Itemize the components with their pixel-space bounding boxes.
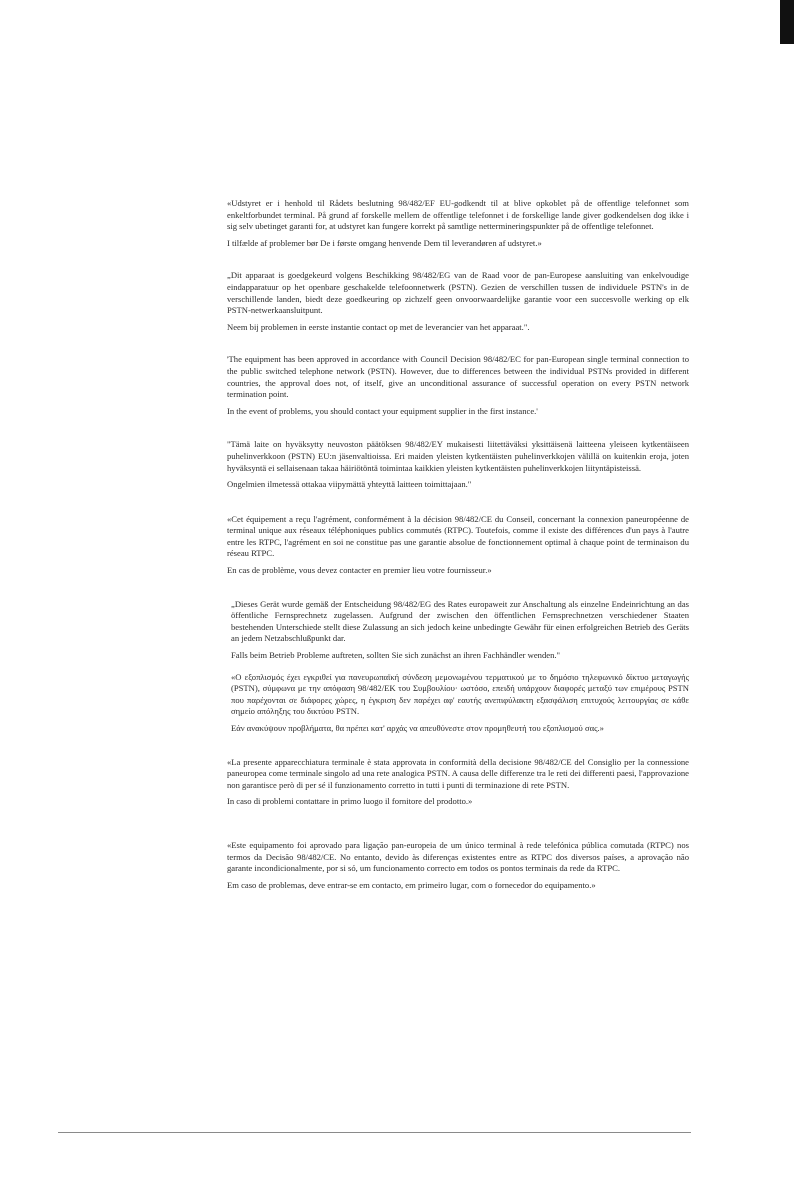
section-finnish [227, 439, 689, 490]
paragraph-problems: Neem bij problemen in eerste instantie contact op met de leverancier van het apparaat.". [227, 321, 530, 332]
section-german [227, 599, 689, 662]
section-danish [227, 198, 689, 249]
section-greek [227, 672, 689, 735]
paragraph-approval: 'The equipment has been approved in accordance with Council Decision 98/482/EC for pan-European single terminal connection to the public switched telephone network (PSTN). However, due to differences between the individual PSTNs provided in different countries, the approval does not, of itself, give an unconditional assurance of successful operation on every PSTN network termination point. [227, 354, 689, 400]
paragraph-approval: "Tämä laite on hyväksytty neuvoston päätöksen 98/482/EY mukaisesti liitettäväksi yksittäisenä laitteena yleiseen kytkentäiseen puhelinverkkoon (PSTN) EU:n jäsenvaltioissa. Eri maiden yleisten kytkentäisten puhelinverkkojen välillä on kuitenkin eroja, joten hyväksyntä ei sellaisenaan takaa häiriötöntä toimintaa kaikkien yleisten kytkentäisten puhelinverkkojen liityntäpisteissä. [227, 439, 689, 473]
paragraph-problems: I tilfælde af problemer bør De i første omgang henvende Dem til leverandøren af udstyret.» [227, 237, 542, 248]
section-portuguese [227, 840, 689, 891]
paragraph-problems: Falls beim Betrieb Probleme auftreten, sollten Sie sich zunächst an ihren Fachhändler wenden." [231, 650, 561, 661]
paragraph-approval: „Dieses Gerät wurde gemäß der Entscheidung 98/482/EG des Rates europaweit zur Anschaltung als einzelne Endeinrichtung an das öffentliche Fernsprechnetz zugelassen. Aufgrund der zwischen den öffentlichen Fernsprechnetzen verschiedener Staaten bestehenden Unterschiede stellt diese Zulassung an sich jedoch keine unbedingte Gewähr für einen erfolgreichen Betrieb des Geräts an jedem Netzabschlußpunkt dar. [231, 598, 689, 644]
section-french [227, 514, 689, 577]
paragraph-approval: «Este equipamento foi aprovado para ligação pan-europeia de um único terminal à rede telefónica pública comutada (RTPC) nos termos da Decisão 98/482/CE. No entanto, devido às diferenças existentes entre as RTPC dos diversos países, a aprovação não garante incondicionalmente, por si só, um funcionamento correcto em todos os pontos terminais da rede da RTPC. [227, 839, 689, 874]
paragraph-approval: «Ο εξοπλισμός έχει εγκριθεί για πανευρωπαϊκή σύνδεση μεμονωμένου τερματικού με το δημόσιο τηλεφωνικό δίκτυο μεταγωγής (PSTN), σύμφωνα με την απόφαση 98/482/ΕΚ του Συμβουλίου· ωστόσο, επειδή υπάρχουν διαφορές μεταξύ των επιμέρους PSTN που παρέχονται σε διάφορες χώρες, η έγκριση δεν παρέχει αφ' εαυτής ανεπιφύλακτη εξασφάλιση επιτυχούς λειτουργίας σε κάθε σημείο απόληξης του δικτύου PSTN. [231, 671, 689, 717]
footer-divider [58, 1132, 691, 1133]
section-english [227, 354, 689, 417]
paragraph-approval: «La presente apparecchiatura terminale è stata approvata in conformità della decisione 98/482/CE del Consiglio per la connessione paneuropea come terminale singolo ad una rete analogica PSTN. A causa delle differenze tra le reti dei differenti paesi, l'approvazione non garantisce però di per sé il funzionamento corretto in tutti i punti di terminazione di rete PSTN. [227, 756, 689, 790]
paragraph-problems: Εάν ανακύψουν προβλήματα, θα πρέπει κατ' αρχάς να απευθύνεστε στον προμηθευτή του εξοπλισμού σας.» [231, 723, 604, 733]
paragraph-problems: Em caso de problemas, deve entrar-se em contacto, em primeiro lugar, com o fornecedor do equipamento.» [227, 879, 596, 890]
paragraph-approval: «Udstyret er i henhold til Rådets beslutning 98/482/EF EU-godkendt til at blive opkoblet på de offentlige telefonnet som enkeltforbundet terminal. På grund af forskelle mellem de offentlige telefonnet i de forskellige lande giver godkendelsen dog ikke i sig selv ubetinget garanti for, at udstyret kan fungere korrekt på samtlige nettermineringspunkter på de offentlige telefonnet. [227, 198, 689, 232]
paragraph-problems: Ongelmien ilmetessä ottakaa viipymättä yhteyttä laitteen toimittajaan." [227, 479, 472, 490]
declaration-content [227, 198, 689, 891]
paragraph-problems: In the event of problems, you should contact your equipment supplier in the first instance.' [227, 405, 538, 416]
paragraph-approval: „Dit apparaat is goedgekeurd volgens Beschikking 98/482/EG van de Raad voor de pan-Europese aansluiting van enkelvoudige eindapparatuur op het openbare geschakelde telefoonnetwerk (PSTN). Gezien de verschillen tussen de individuele PSTN's in de verschillende landen, biedt deze goedkeuring op zichzelf geen onvoorwaardelijke garantie voor een succesvolle werking op elk PSTN-netwerkaansluitpunt. [227, 270, 689, 316]
section-italian [227, 757, 689, 808]
paragraph-problems: En cas de problème, vous devez contacter en premier lieu votre fournisseur.» [227, 565, 492, 576]
paragraph-approval: «Cet équipement a reçu l'agrément, conformément à la décision 98/482/CE du Conseil, concernant la connexion paneuropéenne de terminal unique aux réseaux téléphoniques publics commutés (RTPC). Toutefois, comme il existe des différences d'un pays à l'autre entre les RTPC, l'agrément en soi ne constitue pas une garantie absolue de fonctionnement optimal à chaque point de terminaison du réseau RTPC. [227, 513, 689, 559]
page-tab-marker [780, 0, 794, 44]
section-dutch [227, 270, 689, 333]
paragraph-problems: In caso di problemi contattare in primo luogo il fornitore del prodotto.» [227, 796, 473, 807]
